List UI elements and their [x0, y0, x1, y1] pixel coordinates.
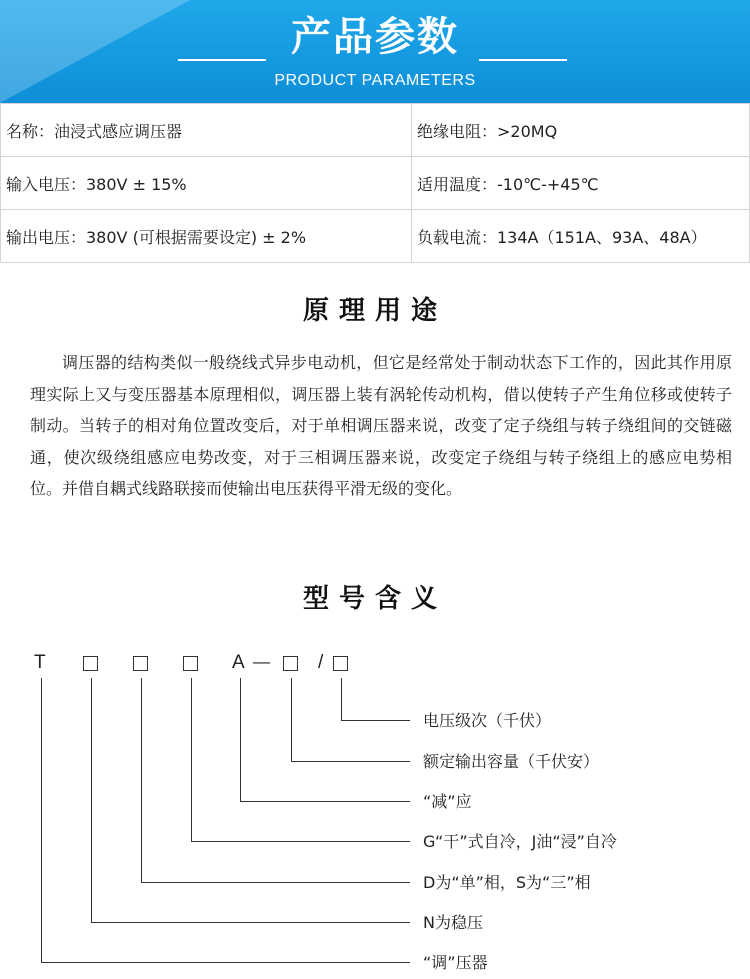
model-desc-reduce: “减”应: [423, 792, 472, 811]
connector-v-a: [240, 678, 241, 801]
connector-v-3: [191, 678, 192, 841]
connector-v-1: [91, 678, 92, 922]
model-slot-3: [183, 656, 198, 671]
model-desc-phase: D为“单”相，S为“三”相: [423, 873, 591, 892]
page-title: 产品参数: [291, 14, 459, 60]
param-temperature: 适用温度：-10℃-+45℃: [412, 157, 750, 210]
param-input-voltage: 输入电压：380V ± 15%: [1, 157, 412, 210]
param-load-current: 负载电流：134A（151A、93A、48A）: [412, 210, 750, 263]
connector-h-1: [91, 922, 410, 923]
model-heading: 型号含义: [302, 584, 447, 614]
model-char-t: T: [34, 652, 46, 673]
connector-v-5: [341, 678, 342, 720]
connector-v-t: [41, 678, 42, 962]
model-slot-2: [133, 656, 148, 671]
model-dash: —: [253, 652, 270, 671]
principle-heading: 原理用途: [302, 296, 447, 326]
model-desc-capacity: 额定输出容量（千伏安）: [423, 752, 600, 771]
model-slash: /: [318, 652, 324, 673]
model-slot-4: [283, 656, 298, 671]
connector-h-3: [191, 841, 410, 842]
connector-v-2: [141, 678, 142, 882]
model-desc-regulator: “调”压器: [423, 953, 488, 972]
connector-v-4: [291, 678, 292, 761]
model-desc-voltage: 电压级次（千伏）: [423, 711, 552, 730]
model-slot-1: [83, 656, 98, 671]
model-slot-5: [333, 656, 348, 671]
connector-h-t: [41, 962, 410, 963]
param-insulation: 绝缘电阻：>20MQ: [412, 104, 750, 157]
principle-text: 调压器的结构类似一般绕线式异步电动机，但它是经常处于制动状态下工作的，因此其作用原理实际上又与变压器基本原理相似，调压器上装有涡轮传动机构，借以使转子产生角位移或使转子制动。当转子的相对角位置改变后，对于单相调压器来说，改变了定子绕组与转子绕组间的交链磁通，使次级绕组感应电势改变，对于三相调压器来说，改变定子绕组与转子绕组上的感应电势相位。并借自耦式线路联接而使输出电压获得平滑无级的变化。: [30, 353, 732, 498]
connector-h-4: [291, 761, 410, 762]
model-desc-cooling: G“干”式自冷，J油“浸”自冷: [423, 832, 617, 851]
page-subtitle: PRODUCT PARAMETERS: [274, 72, 476, 89]
table-row: [1, 210, 750, 263]
model-char-a: A: [232, 652, 245, 673]
params-table: [0, 103, 750, 263]
table-row: [1, 104, 750, 157]
connector-h-a: [240, 801, 410, 802]
param-output-voltage: 输出电压：380V (可根据需要设定) ± 2%: [1, 210, 412, 263]
connector-h-5: [341, 720, 410, 721]
connector-h-2: [141, 882, 410, 883]
param-name: 名称：油浸式感应调压器: [1, 104, 412, 157]
model-desc-stabilize: N为稳压: [423, 913, 483, 932]
header-banner: [0, 0, 750, 103]
table-row: [1, 157, 750, 210]
